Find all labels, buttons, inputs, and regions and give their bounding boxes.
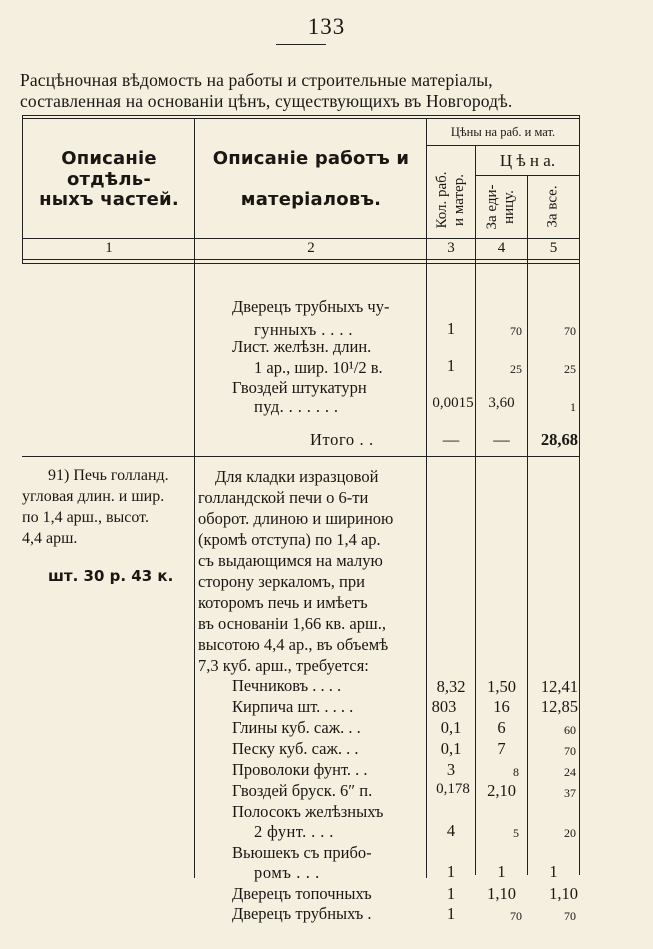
col-number-1: 1 [105, 240, 113, 256]
row-bottom-5-unit: 8 [513, 765, 519, 779]
header-col4-rot-line2: ницу. [501, 190, 517, 224]
row-top-3-qty: 0,0015 [432, 395, 474, 411]
row-bottom-6-total: 37 [564, 786, 576, 800]
desc-line-10: 7,3 куб. арш., требуется: [198, 656, 369, 675]
section-left-line-4: 4,4 арш. [22, 530, 78, 547]
page-number-underline [276, 44, 326, 45]
row-top-1-total: 70 [564, 324, 576, 338]
row-top-1-unit: 70 [510, 324, 522, 338]
header-price-sub: Ц ѣ н а. [499, 151, 556, 170]
prices-group-rule [426, 145, 579, 146]
header-col2-line2: матеріаловъ. [240, 189, 382, 210]
row-bottom-9-qty: 1 [446, 884, 456, 903]
row-bottom-10-total: 70 [564, 909, 576, 923]
row-bottom-2-qty: 803 [431, 697, 457, 716]
header-prices-group: Цѣны на раб. и мат. [450, 125, 556, 139]
row-bottom-7-qty: 4 [446, 821, 456, 840]
desc-line-6: сторону зеркаломъ, при [198, 572, 365, 591]
row-top-1-desc1: Дверецъ трубныхъ чу- [232, 297, 390, 316]
row-bottom-1-total: 12,41 [540, 677, 578, 696]
row-bottom-2-total: 12,85 [540, 697, 578, 716]
desc-line-7: которомъ печь и имѣетъ [198, 593, 368, 612]
header-col3-rotated [434, 150, 468, 250]
header-col5-rotated: За все. [544, 185, 561, 228]
section-left-line-2: угловая длин. и шир. [22, 488, 165, 505]
row-bottom-8-desc: Вьюшекъ съ прибо- [232, 843, 372, 862]
colnum-bottom-rule [22, 259, 580, 260]
row-top-3-unit: 3,60 [488, 395, 515, 411]
table-left-border [22, 115, 23, 263]
row-bottom-4-unit: 7 [497, 739, 506, 758]
total-sum: 28,68 [540, 430, 578, 449]
row-bottom-6-unit: 2,10 [487, 781, 516, 800]
section-item-price: шт. 30 р. 43 к. [48, 567, 174, 585]
header-col1-line1: Описаніе отдѣль- [61, 148, 157, 190]
section-rule [22, 456, 580, 457]
row-bottom-3-total: 60 [564, 723, 576, 737]
row-bottom-3-desc: Глины куб. саж. . . [232, 718, 361, 737]
row-bottom-5-total: 24 [564, 765, 576, 779]
row-top-2-qty: 1 [446, 356, 456, 375]
header-col3-rot-line2: и матер. [451, 174, 467, 226]
row-bottom-9-desc: Дверецъ топочныхъ [232, 884, 372, 903]
document-title-line-1: Расцѣночная вѣдомость на работы и строительные матеріалы, [20, 70, 493, 90]
row-bottom-4-qty: 0,1 [440, 739, 462, 758]
row-bottom-4-total: 70 [564, 744, 576, 758]
row-bottom-6-desc: Гвоздей бруск. 6″ п. [232, 781, 373, 800]
row-bottom-10-desc: Дверецъ трубныхъ . [232, 904, 372, 923]
row-top-2-unit: 25 [510, 362, 522, 376]
section-left-line-1: 91) Печь голланд. [48, 467, 169, 484]
row-top-1-qty: 1 [446, 319, 456, 338]
row-bottom-7-desc2: 2 фунт. . . . [254, 822, 334, 841]
col-number-4: 4 [497, 240, 506, 256]
col-number-2: 2 [307, 240, 315, 256]
header-col1-line2: ныхъ частей. [39, 189, 179, 210]
col-number-5: 5 [549, 240, 558, 256]
desc-line-9: высотою 4,4 ар., въ объемѣ [198, 635, 389, 654]
header-col2-line1: Описаніе работъ и [212, 148, 410, 169]
row-top-2-desc1: Лист. желѣзн. длин. [232, 337, 372, 356]
table-top-rule [22, 115, 580, 116]
row-bottom-8-unit: 1 [497, 862, 506, 881]
row-bottom-3-qty: 0,1 [440, 718, 462, 737]
page-number: 133 [307, 14, 346, 39]
table-top-rule-2 [22, 118, 580, 119]
total-unit: — [493, 430, 510, 449]
row-bottom-10-unit: 70 [510, 909, 522, 923]
col-divider-1 [194, 118, 195, 878]
header-col3-rot-line1: Кол. раб. [434, 171, 450, 229]
total-label: Итого . . [310, 430, 374, 449]
header-col4-rot-line1: За еди- [484, 184, 500, 230]
row-bottom-7-unit: 5 [513, 826, 519, 840]
row-bottom-4-desc: Песку куб. саж. . . [232, 739, 359, 758]
row-bottom-3-unit: 6 [497, 718, 506, 737]
row-bottom-8-desc2: ромъ . . . [254, 863, 320, 882]
desc-line-1: Для кладки изразцовой [215, 467, 379, 486]
row-bottom-8-total: 1 [549, 862, 558, 881]
desc-line-4: (кромѣ отступа) по 1,4 ар. [198, 530, 381, 549]
desc-line-2: голландской печи о 6-ти [198, 488, 369, 507]
table-right-border [579, 115, 580, 875]
row-top-3-total: 1 [570, 400, 576, 414]
row-top-3-desc2: пуд. . . . . . . [254, 397, 339, 416]
row-bottom-8-qty: 1 [446, 862, 456, 881]
row-bottom-1-qty: 8,32 [436, 677, 466, 696]
row-bottom-2-unit: 16 [493, 697, 510, 716]
colnum-bottom-rule-2 [22, 263, 580, 264]
row-top-2-desc2: 1 ар., шир. 10¹/2 в. [254, 358, 383, 377]
row-top-3-desc1: Гвоздей штукатурн [232, 378, 367, 397]
desc-line-3: оборот. длиною и шириною [198, 509, 394, 528]
document-title-line-2: составленная на основаніи цѣнъ, существующихъ въ Новгородѣ. [20, 91, 513, 111]
row-bottom-7-desc: Полосокъ желѣзныхъ [232, 802, 384, 821]
row-bottom-1-unit: 1,50 [487, 677, 516, 696]
col-number-3: 3 [447, 240, 455, 256]
total-qty: — [442, 430, 460, 449]
header-col4-rotated [484, 167, 518, 247]
row-bottom-5-qty: 3 [446, 760, 456, 779]
desc-line-8: въ основаніи 1,66 кв. арш., [198, 614, 386, 633]
row-bottom-9-unit: 1,10 [487, 884, 516, 903]
row-bottom-6-qty: 0,178 [436, 781, 470, 797]
row-bottom-9-total: 1,10 [549, 884, 578, 903]
row-bottom-10-qty: 1 [446, 904, 456, 923]
section-left-line-3: по 1,4 арш., высот. [22, 509, 149, 526]
row-top-2-total: 25 [564, 362, 576, 376]
row-bottom-5-desc: Проволоки фунт. . . [232, 760, 368, 779]
row-bottom-2-desc: Кирпича шт. . . . . [232, 697, 354, 716]
row-top-1-desc2: гунныхъ . . . . [254, 320, 353, 339]
row-bottom-7-total: 20 [564, 826, 576, 840]
row-bottom-1-desc: Печниковъ . . . . [232, 676, 342, 695]
desc-line-5: съ выдающимся на малую [198, 551, 383, 570]
